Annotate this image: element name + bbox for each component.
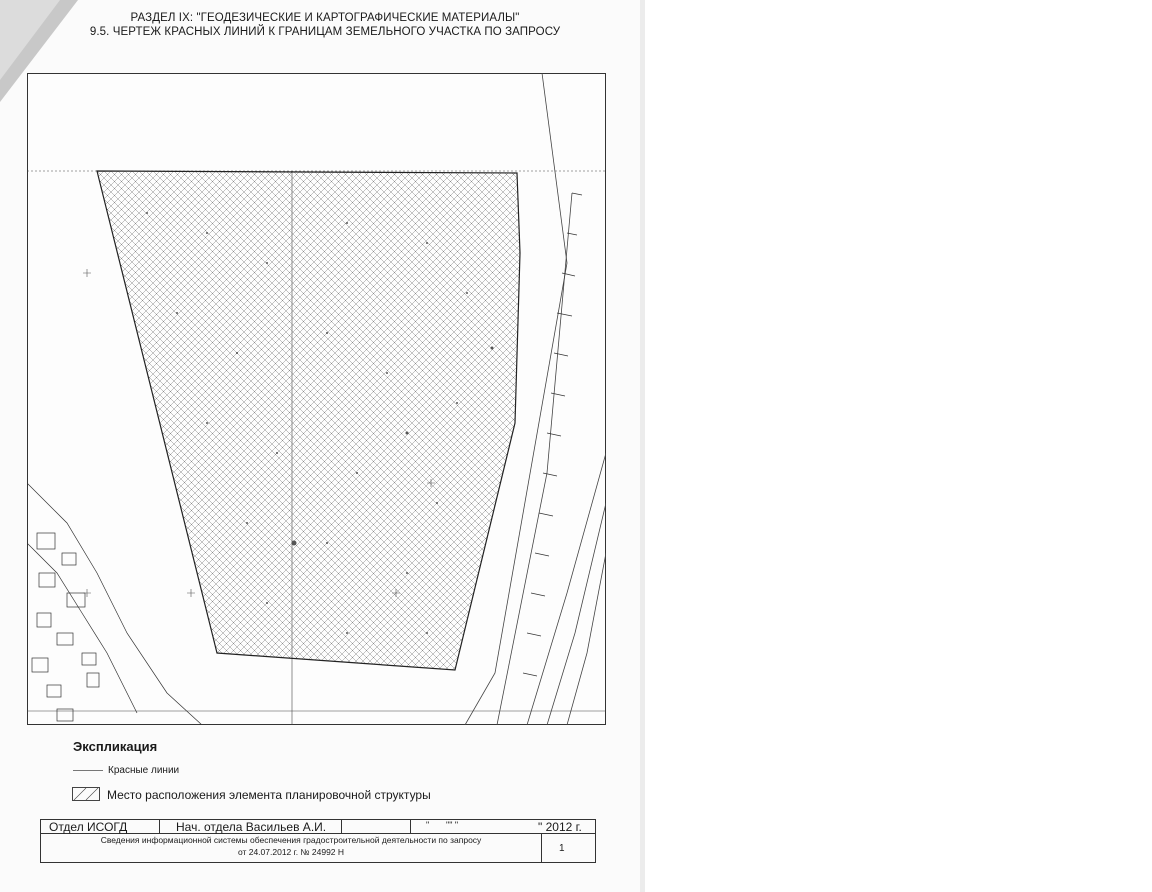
red-line-symbol	[73, 770, 103, 771]
cadastral-map	[27, 73, 606, 725]
sheet-number: 1	[559, 843, 565, 854]
legend-item-red-lines: Красные линии	[108, 765, 180, 776]
request-number: от 24.07.2012 г. № 24992 Н	[237, 847, 345, 857]
date-year: " 2012 г.	[538, 820, 582, 834]
legend-item-plot-location: Место расположения элемента планировочной структуры	[107, 788, 431, 802]
drawing-title: 9.5. ЧЕРТЕЖ КРАСНЫХ ЛИНИЙ К ГРАНИЦАМ ЗЕМЕЛЬНОГО УЧАСТКА ПО ЗАПРОСУ	[89, 26, 561, 38]
date-quote-day: "	[426, 820, 430, 830]
hatched-area-symbol	[72, 787, 100, 801]
date-quote-month: "" "	[446, 820, 459, 830]
section-heading: РАЗДЕЛ IX: "ГЕОДЕЗИЧЕСКИЕ И КАРТОГРАФИЧЕСКИЕ МАТЕРИАЛЫ"	[130, 12, 520, 24]
title-block	[40, 819, 596, 863]
department-name: Отдел ИСОГД	[49, 820, 128, 834]
page-gutter	[640, 0, 645, 892]
department-head: Нач. отдела Васильев А.И.	[176, 820, 327, 834]
request-description: Сведения информационной системы обеспечения градостроительной деятельности по запросу	[100, 835, 482, 845]
legend-title: Экспликация	[73, 739, 158, 754]
